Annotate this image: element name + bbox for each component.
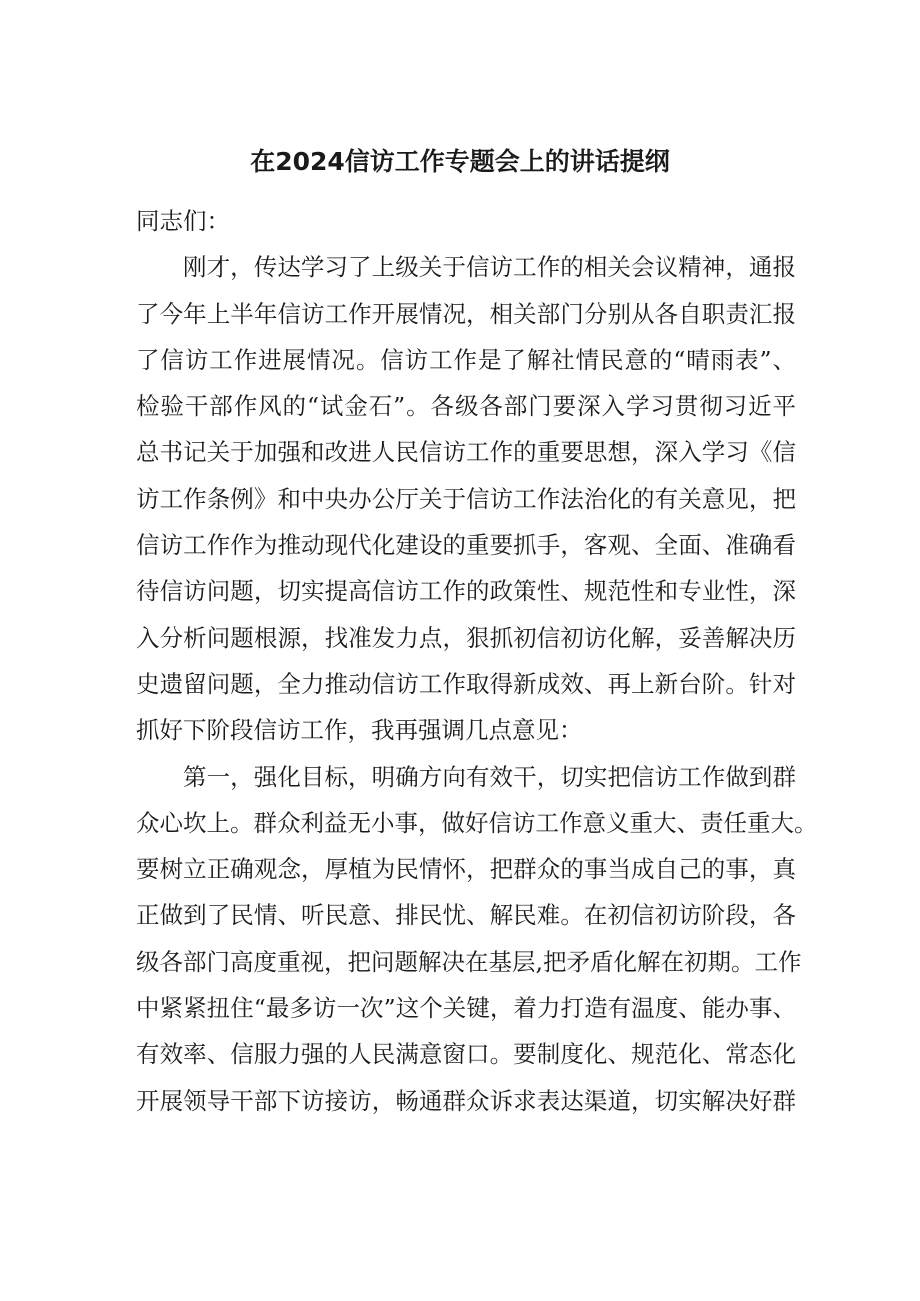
- text-line: 抓好下阶段信访工作，我再强调几点意见：: [136, 716, 583, 745]
- text-line: 刚才，传达学习了上级关于信访工作的相关会议精神，通报: [183, 253, 796, 282]
- salutation: 同志们：: [136, 207, 230, 235]
- text-line: 级各部门高度重视，把问题解决在基层,把矛盾化解在初期。工作: [136, 947, 802, 976]
- text-line: 正做到了民情、听民意、排民忧、解民难。在初信初访阶段，各: [136, 901, 796, 930]
- text-line: 有效率、信服力强的人民满意窗口。要制度化、规范化、常态化: [136, 1040, 796, 1069]
- paragraph-2: [136, 754, 818, 1124]
- text-line: 开展领导干部下访接访，畅通群众诉求表达渠道，切实解决好群: [136, 1086, 796, 1115]
- page-title: 在2024信访工作专题会上的讲话提纲: [250, 147, 670, 176]
- text-line: 中紧紧扭住“最多访一次”这个关键，着力打造有温度、能办事、: [136, 994, 796, 1023]
- paragraph-1: [136, 244, 796, 753]
- text-line: 入分析问题根源，找准发力点，狠抓初信初访化解，妥善解决历: [136, 623, 796, 652]
- text-line: 信访工作作为推动现代化建设的重要抓手，客观、全面、准确看: [136, 531, 796, 560]
- document-body: [136, 198, 818, 1124]
- text-line: 第一，强化目标，明确方向有效干，切实把信访工作做到群: [183, 762, 796, 791]
- text-line: 总书记关于加强和改进人民信访工作的重要思想，深入学习《信: [136, 438, 796, 467]
- text-line: 了信访工作进展情况。信访工作是了解社情民意的“晴雨表”、: [136, 345, 796, 374]
- text-line: 检验干部作风的“试金石”。各级各部门要深入学习贯彻习近平: [136, 392, 796, 421]
- text-line: 史遗留问题，全力推动信访工作取得新成效、再上新台阶。针对: [136, 669, 796, 698]
- text-line: 访工作条例》和中央办公厅关于信访工作法治化的有关意见，把: [136, 484, 796, 513]
- text-line: 要树立正确观念，厚植为民情怀，把群众的事当成自己的事，真: [136, 855, 796, 884]
- text-line: 了今年上半年信访工作开展情况，相关部门分别从各自职责汇报: [136, 299, 796, 328]
- text-line: 待信访问题，切实提高信访工作的政策性、规范性和专业性，深: [136, 577, 796, 606]
- text-line: 众心坎上。群众利益无小事，做好信访工作意义重大、责任重大。: [136, 808, 818, 837]
